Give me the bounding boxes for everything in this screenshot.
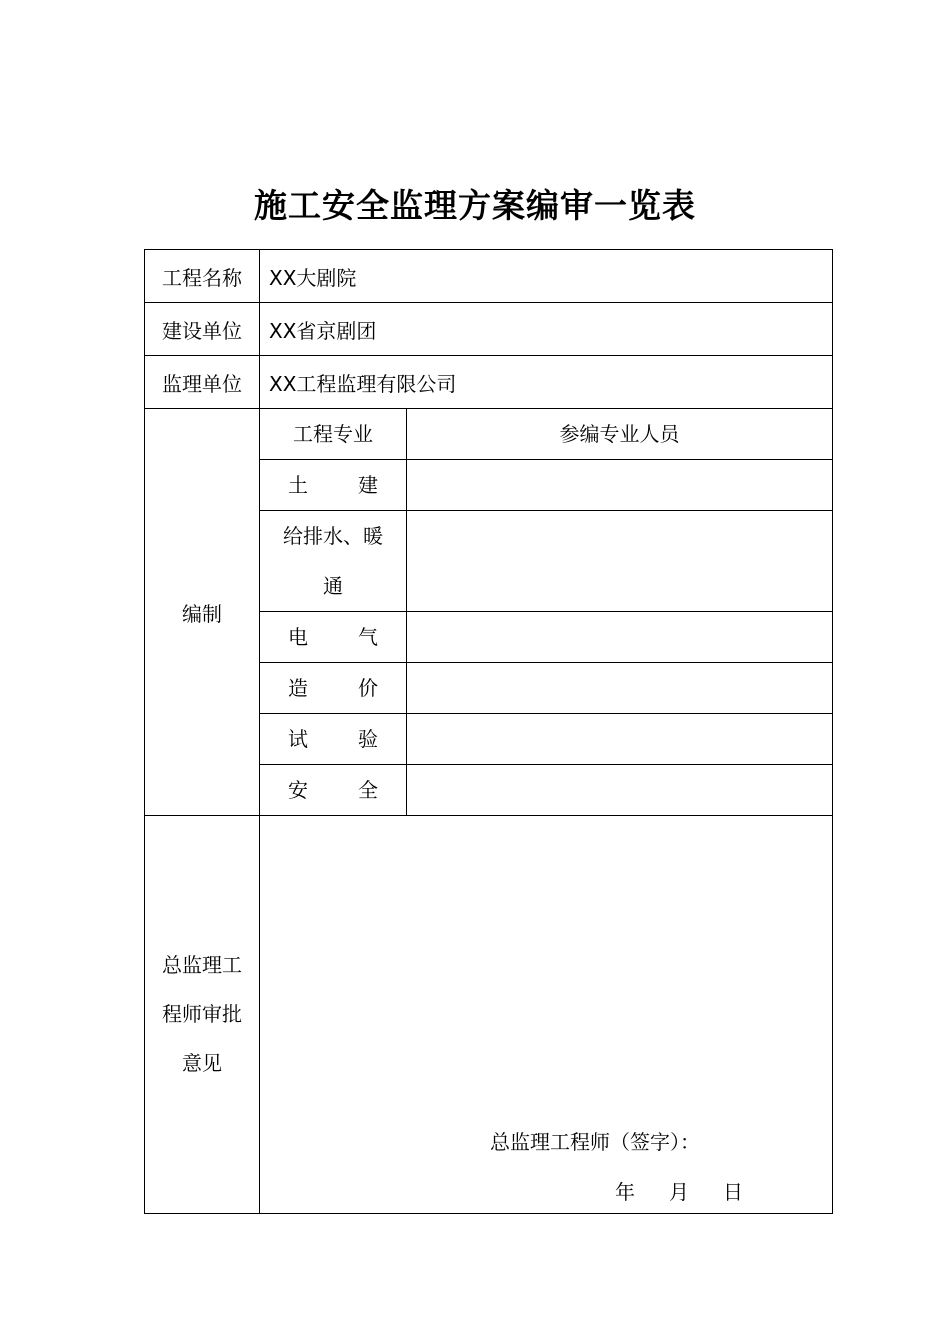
review-table (144, 249, 833, 1214)
specialty-testing (260, 714, 407, 765)
approval-label-line1: 总监理工 (162, 953, 242, 977)
specialty-electrical-char2: 气 (358, 625, 378, 649)
project-name-row (145, 250, 833, 303)
staff-plumbing-cell (407, 511, 833, 612)
supervisor-row (145, 356, 833, 409)
approval-label (145, 816, 260, 1214)
approval-label-line3: 意见 (182, 1051, 222, 1075)
owner-row (145, 303, 833, 356)
specialty-header: 工程专业 (260, 409, 407, 460)
page-title: 施工安全监理方案编审一览表 (254, 186, 696, 225)
specialty-testing-char2: 验 (358, 727, 378, 751)
specialty-civil-char2: 建 (358, 473, 378, 497)
specialty-plumbing-line1: 给排水、暖 (283, 524, 383, 548)
approval-row (145, 816, 833, 1214)
staff-testing-cell (407, 714, 833, 765)
date-line (615, 1176, 743, 1205)
staff-header: 参编专业人员 (407, 409, 833, 460)
date-year: 年 (615, 1180, 635, 1204)
specialty-electrical (260, 612, 407, 663)
specialty-cost-char2: 价 (358, 676, 378, 700)
compile-header-row (145, 409, 833, 460)
approval-opinion-cell (260, 816, 833, 1214)
compile-label: 编制 (145, 409, 260, 816)
owner-value: XX省京剧团 (260, 303, 833, 356)
specialty-cost-char1: 造 (288, 676, 308, 700)
specialty-electrical-char1: 电 (288, 625, 308, 649)
specialty-safety-char1: 安 (288, 778, 308, 802)
signature-line: 总监理工程师（签字）： (490, 1130, 700, 1154)
staff-safety-cell (407, 765, 833, 816)
specialty-testing-char1: 试 (288, 727, 308, 751)
approval-label-line2: 程师审批 (162, 1002, 242, 1026)
project-name-value: XX大剧院 (260, 250, 833, 303)
owner-label: 建设单位 (145, 303, 260, 356)
specialty-plumbing-hvac (260, 511, 407, 612)
date-month: 月 (669, 1180, 689, 1204)
staff-cost-cell (407, 663, 833, 714)
specialty-plumbing-line2: 通 (323, 574, 343, 598)
staff-electrical-cell (407, 612, 833, 663)
supervisor-value: XX工程监理有限公司 (260, 356, 833, 409)
specialty-civil-char1: 土 (288, 473, 308, 497)
supervisor-label: 监理单位 (145, 356, 260, 409)
staff-civil-cell (407, 460, 833, 511)
specialty-cost (260, 663, 407, 714)
date-day: 日 (723, 1180, 743, 1204)
specialty-safety-char2: 全 (358, 778, 378, 802)
specialty-safety (260, 765, 407, 816)
specialty-civil (260, 460, 407, 511)
project-name-label: 工程名称 (145, 250, 260, 303)
